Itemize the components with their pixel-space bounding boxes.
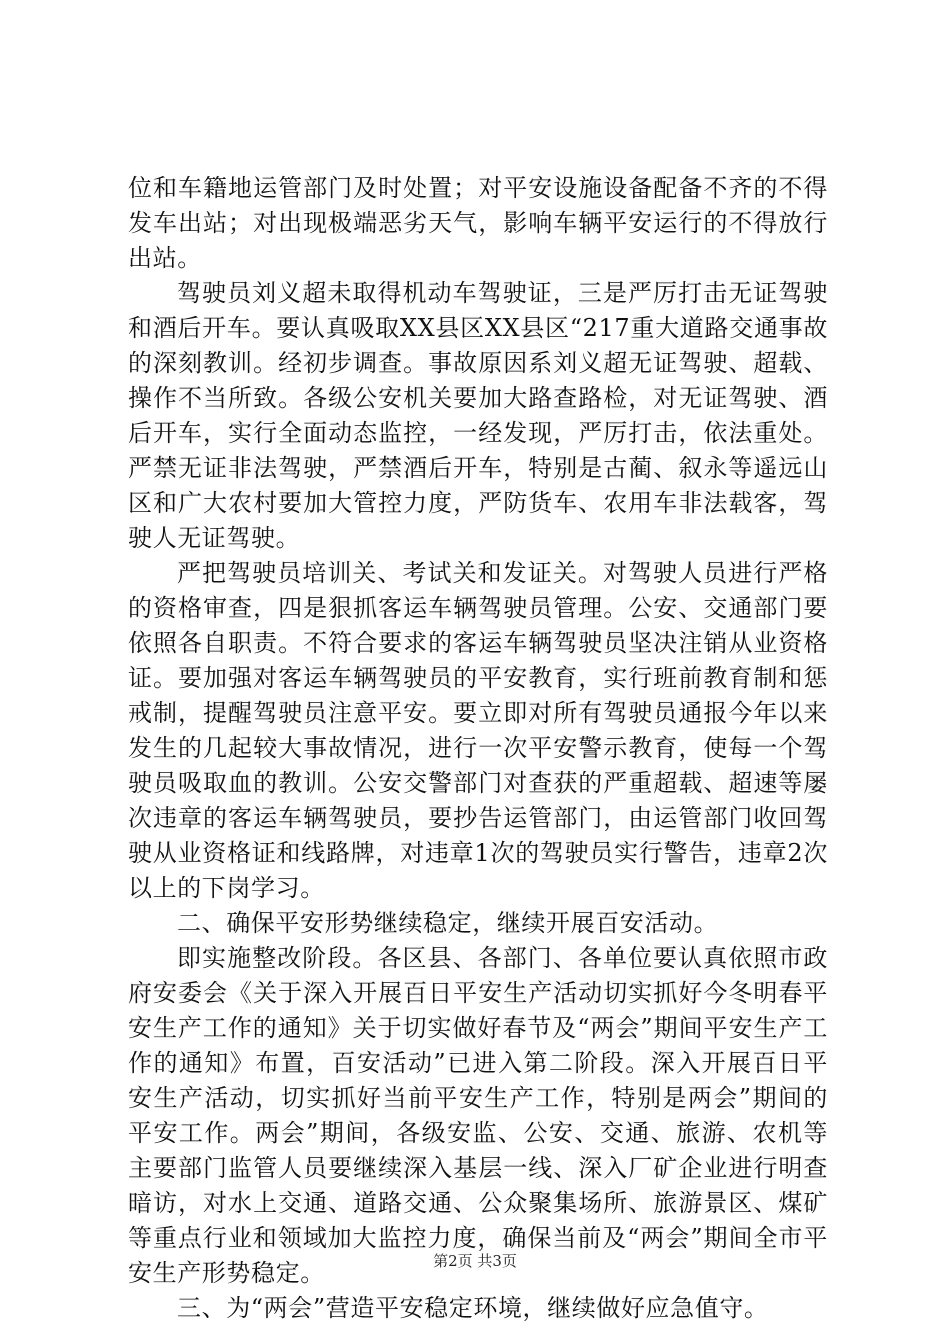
paragraph-driver-management: 严把驾驶员培训关、考试关和发证关。对驾驶人员进行严格的资格审查，四是狠抓客运车辆驾驶员管理。公安、交通部门要依照各自职责。不符合要求的客运车辆驾驶员坚决注销从业资格证。要加强对客运车辆驾驶员的平安教育，实行班前教育制和惩戒制，提醒驾驶员注意平安。要立即对所有驾驶员通报今年以来发生的几起较大事故情况，进行一次平安警示教育，使每一个驾驶员吸取血的教训。公安交警部门对查获的严重超载、超速等屡次违章的客运车辆驾驶员，要抄告运管部门，由运管部门收回驾驶从业资格证和线路牌，对违章1次的驾驶员实行警告，违章2次以上的下岗学习。 bbox=[128, 559, 828, 902]
document-body bbox=[128, 171, 828, 1326]
section-heading-two: 二、确保平安形势继续稳定，继续开展百安活动。 bbox=[177, 909, 719, 937]
paragraph-unlicensed-driving: 驾驶员刘义超未取得机动车驾驶证，三是严厉打击无证驾驶和酒后开车。要认真吸取XX县区XX县区“217重大道路交通事故的深刻教训。经初步调查。事故原因系刘义超无证驾驶、超载、操作不当所致。各级公安机关要加大路查路检，对无证驾驶、酒后开车，实行全面动态监控，一经发现，严厉打击，依法重处。严禁无证非法驾驶，严禁酒后开车，特别是古蔺、叙永等遥远山区和广大农村要加大管控力度，严防货车、农用车非法载客，驾驶人无证驾驶。 bbox=[128, 279, 828, 552]
paragraph-rectification-stage: 即实施整改阶段。各区县、各部门、各单位要认真依照市政府安委会《关于深入开展百日平安生产活动切实抓好今冬明春平安生产工作的通知》关于切实做好春节及“两会”期间平安生产工作的通知》布置，百安活动”已进入第二阶段。深入开展百日平安生产活动，切实抓好当前平安生产工作，特别是两会”期间的平安工作。两会”期间，各级安监、公安、交通、旅游、农机等主要部门监管人员要继续深入基层一线、深入厂矿企业进行明查暗访，对水上交通、道路交通、公众聚集场所、旅游景区、煤矿等重点行业和领域加大监控力度，确保当前及“两会”期间全市平安生产形势稳定。 bbox=[128, 944, 828, 1287]
page-number-footer: 第2页 共3页 bbox=[433, 1252, 517, 1270]
section-heading-three: 三、为“两会”营造平安稳定环境，继续做好应急值守。 bbox=[177, 1294, 769, 1322]
paragraph-continuation: 位和车籍地运管部门及时处置；对平安设施设备配备不齐的不得发车出站；对出现极端恶劣天气，影响车辆平安运行的不得放行出站。 bbox=[128, 174, 828, 272]
